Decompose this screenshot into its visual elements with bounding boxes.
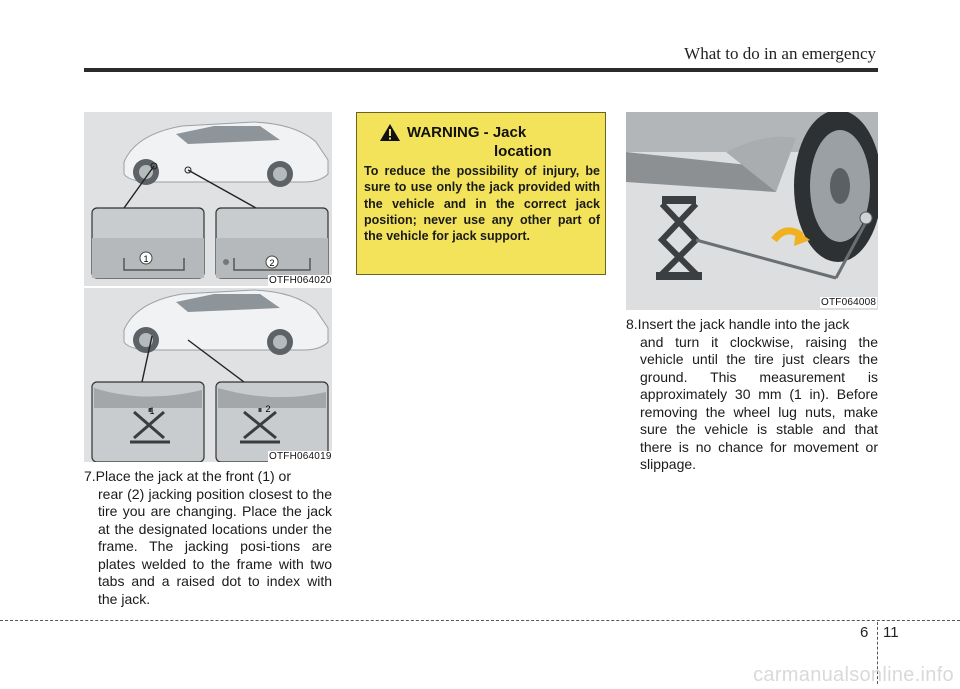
figure-code: OTFH064019 [269, 451, 332, 462]
section-number: 6 [860, 624, 869, 641]
figure-jack-positions-bottom [84, 288, 332, 462]
watermark: carmanualsonline.info [753, 664, 954, 686]
footer-rule [0, 620, 960, 621]
warning-text: To reduce the possibility of injury, be sure to use only the jack provided with the vehicle and in the correct jack position; never use any other part of the vehicle for jack support. [364, 164, 600, 244]
car-jack-points-illustration [84, 112, 332, 286]
figure-jack-handle [626, 112, 878, 310]
page-header-title: What to do in an emergency [684, 44, 876, 63]
car-jacks-illustration [84, 288, 332, 462]
jack-handle-illustration [626, 112, 878, 310]
figure-code: OTF064008 [821, 297, 877, 308]
page-number: 11 [883, 624, 899, 641]
step-8-text [626, 316, 878, 474]
step-7-lead: 7.Place the jack at the front (1) or [84, 468, 291, 484]
step-7-text [84, 468, 332, 608]
figure-code: OTFH064020 [269, 275, 332, 286]
header-rule [84, 68, 878, 72]
warning-box [356, 112, 606, 275]
step-8-body: and turn it clockwise, raising the vehicle until the tire just clears the ground. This measurement is approximately 30 mm (1 in). Before removing the wheel lug nuts, make sure the vehicle is stable and that there is no chance for movement or slippage. [640, 333, 878, 472]
figure-jack-points-top [84, 112, 332, 286]
callout-1: 1 [149, 406, 155, 416]
warning-title: WARNING - Jack [407, 124, 527, 141]
step-8-lead: 8.Insert the jack handle into the jack [626, 316, 850, 332]
warning-title-line2: location [494, 143, 552, 160]
callout-1: 1 [143, 254, 149, 264]
warning-triangle-icon [379, 123, 401, 142]
step-7-body: rear (2) jacking position closest to the tire you are changing. Place the jack at the designated locations under the frame. The jacking posi-tions are plates welded to the frame with two tabs and a raised dot to index with the jack. [98, 485, 332, 607]
callout-2: 2 [265, 404, 271, 414]
callout-2: 2 [269, 258, 275, 268]
